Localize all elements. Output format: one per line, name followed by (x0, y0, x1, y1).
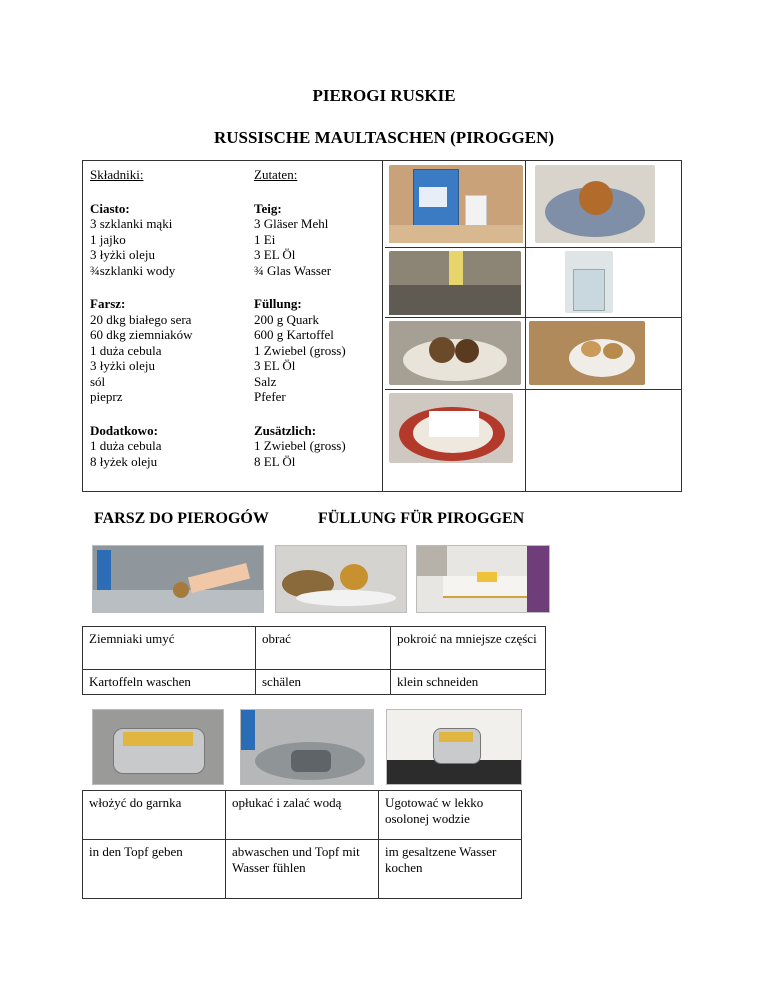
water-glass-photo (565, 251, 613, 313)
oil-photo (389, 251, 521, 315)
step-cell: Ugotować w lekko osolonej wodzie (379, 791, 522, 840)
extra-title-polish: Dodatkowo: (90, 422, 158, 438)
header-german: Zutaten: (254, 167, 298, 182)
ingredients-photo-grid (385, 161, 681, 491)
onion-photo (389, 321, 521, 385)
ingredient-line: 1 Zwiebel (gross) (254, 438, 346, 453)
dough-title-german: Teig: (254, 200, 282, 216)
section-title-german: FÜLLUNG FÜR PIROGGEN (318, 510, 525, 527)
table-row (83, 627, 546, 670)
ingredient-line: 20 dkg białego sera (90, 311, 192, 327)
photo-cell (385, 161, 526, 248)
cutting-potatoes-photo (416, 545, 550, 613)
step-cell: schälen (256, 670, 391, 695)
cheese-photo (389, 393, 513, 463)
ingredient-line: 3 łyżki oleju (90, 358, 155, 373)
washing-potatoes-photo (92, 545, 264, 613)
header-polish: Składniki: (90, 167, 144, 182)
ingredients-german (254, 167, 346, 487)
ingredient-line: 8 EL Öl (254, 453, 296, 469)
photo-cell (385, 247, 526, 318)
flour-photo (389, 165, 523, 243)
step-cell: włożyć do garnka (83, 791, 226, 840)
step-cell: abwaschen und Topf mit Wasser fühlen (226, 840, 379, 899)
ingredient-line: 3 szklanki mąki (90, 216, 173, 231)
ingredients-table (82, 160, 682, 492)
ingredients-polish (90, 167, 193, 487)
extra-title-german: Zusätzlich: (254, 422, 317, 438)
ingredient-line: Salz (254, 373, 277, 389)
ingredient-line: 3 EL Öl (254, 358, 296, 373)
steps-table-2 (82, 790, 522, 899)
dough-title-polish: Ciasto: (90, 200, 130, 216)
pot-with-potatoes-photo (92, 709, 224, 785)
steps-table-1 (82, 626, 546, 695)
ingredient-line: 1 duża cebula (90, 342, 162, 358)
step-cell: klein schneiden (391, 670, 546, 695)
ingredient-line: 200 g Quark (254, 311, 319, 327)
step-cell: Kartoffeln waschen (83, 670, 256, 695)
photo-cell (525, 161, 681, 248)
ingredient-line: ¾ Glas Wasser (254, 262, 332, 278)
step-cell: Ziemniaki umyć (83, 627, 256, 670)
title-german: RUSSISCHE MAULTASCHEN (PIROGGEN) (213, 128, 555, 147)
table-row (83, 840, 522, 899)
filling-title-german: Füllung: (254, 296, 302, 311)
ingredient-line: 3 Gläser Mehl (254, 216, 329, 231)
ingredients-text-column (82, 161, 383, 491)
ingredient-line: Pfefer (254, 389, 286, 404)
ingredient-line: sól (90, 373, 106, 389)
ingredient-line: 1 Ei (254, 231, 276, 247)
photo-cell (525, 317, 681, 390)
ingredient-line: 1 duża cebula (90, 438, 162, 453)
ingredient-line: 1 Zwiebel (gross) (254, 342, 346, 358)
photo-cell (385, 317, 526, 390)
ingredient-line: ¾szklanki wody (90, 262, 176, 278)
ingredient-line: 60 dkg ziemniaków (90, 327, 193, 342)
step-cell: obrać (256, 627, 391, 670)
ingredient-line: 600 g Kartoffel (254, 327, 334, 342)
rinsing-potatoes-photo (240, 709, 374, 785)
ingredient-line: 1 jajko (90, 231, 126, 247)
step-cell: im gesaltzene Wasser kochen (379, 840, 522, 899)
photo-cell (525, 389, 681, 491)
step-cell: in den Topf geben (83, 840, 226, 899)
ingredient-line: 3 EL Öl (254, 247, 296, 262)
step-cell: pokroić na mniejsze części (391, 627, 546, 670)
potatoes-photo (529, 321, 645, 385)
egg-photo (535, 165, 655, 243)
peeling-potatoes-photo (275, 545, 407, 613)
section-title-polish: FARSZ DO PIEROGÓW (94, 510, 269, 527)
ingredient-line: pieprz (90, 389, 123, 404)
photo-cell (525, 247, 681, 318)
filling-title-polish: Farsz: (90, 296, 126, 311)
photo-cell (385, 389, 526, 491)
step-cell: opłukać i zalać wodą (226, 791, 379, 840)
table-row (83, 670, 546, 695)
title-polish: PIEROGI RUSKIE (312, 86, 456, 105)
boiling-pot-photo (386, 709, 522, 785)
table-row (83, 791, 522, 840)
ingredient-line: 3 łyżki oleju (90, 247, 155, 262)
ingredient-line: 8 łyżek oleju (90, 453, 158, 469)
